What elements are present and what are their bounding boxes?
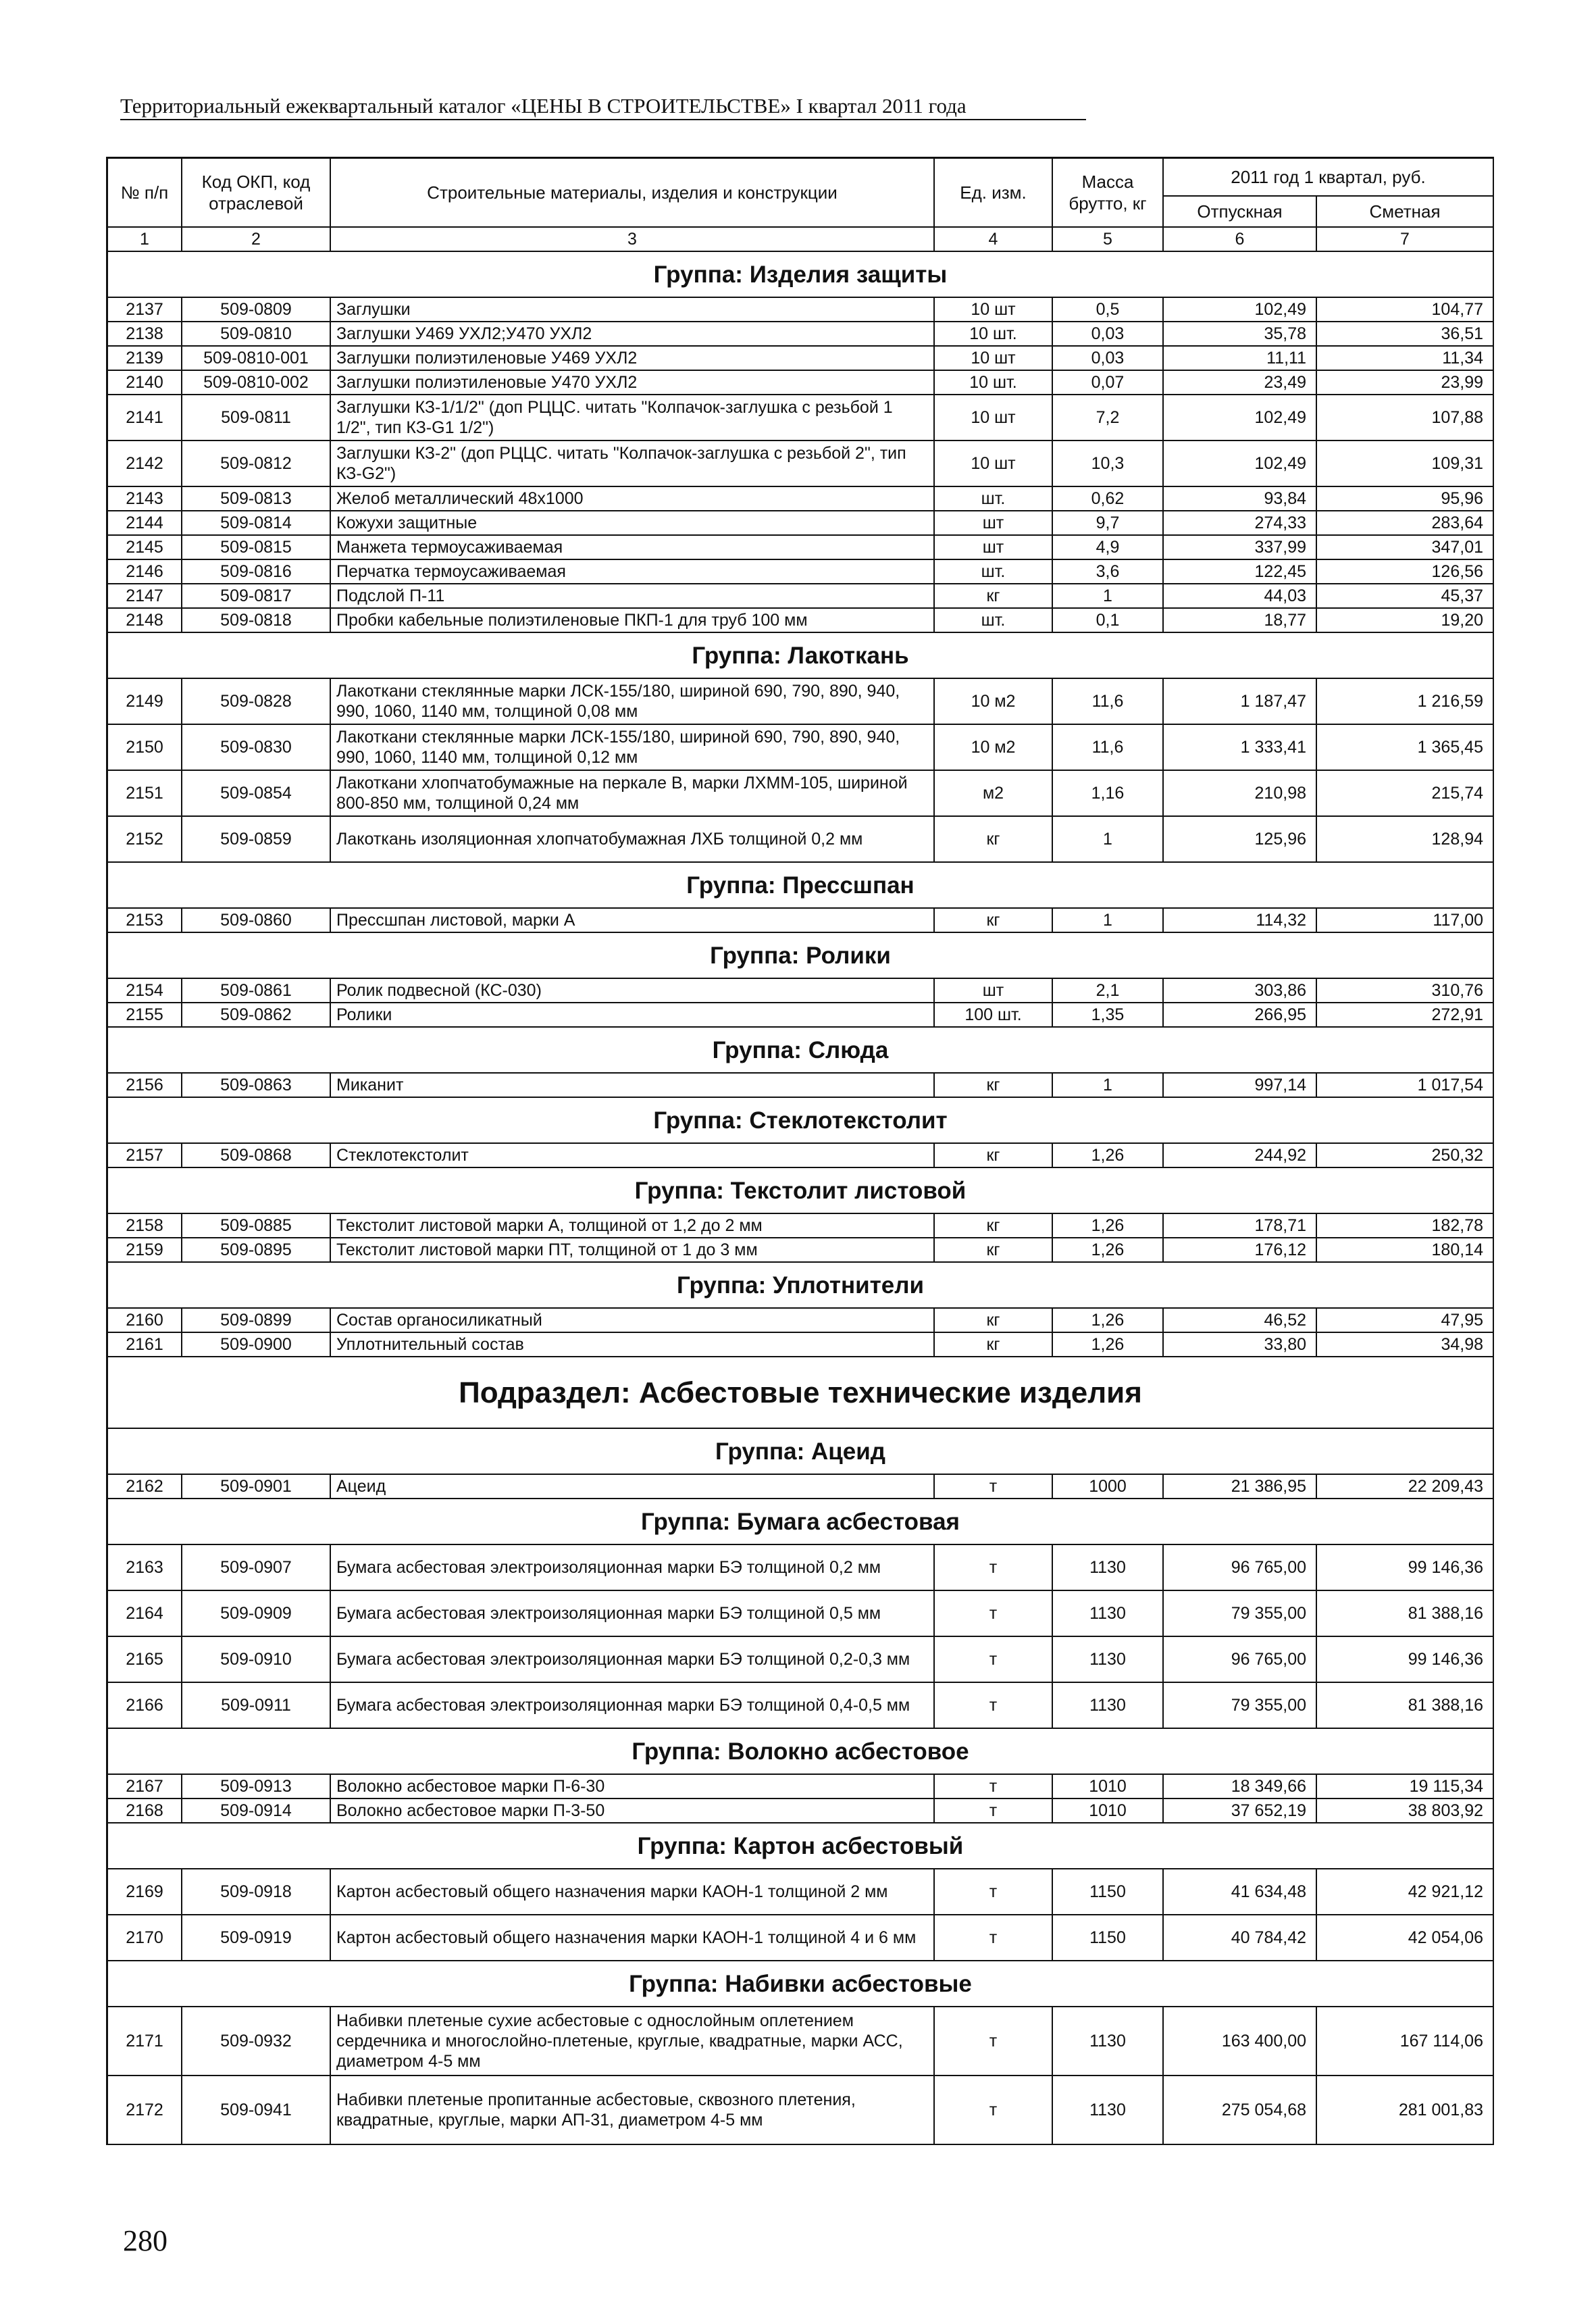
row-release-price: 244,92: [1164, 1144, 1317, 1168]
row-name: Волокно асбестовое марки П-3-50: [331, 1799, 935, 1823]
row-mass: 1130: [1053, 1683, 1164, 1729]
row-code: 509-0830: [182, 725, 331, 771]
row-unit: 10 шт.: [935, 371, 1053, 395]
col-header-unit: Ед. изм.: [935, 159, 1053, 228]
row-unit: кг: [935, 1144, 1053, 1168]
row-name: Лакоткани стеклянные марки ЛСК-155/180, шириной 690, 790, 890, 940, 990, 1060, 1140 мм, толщиной 0,08 мм: [331, 679, 935, 725]
row-release-price: 44,03: [1164, 584, 1317, 609]
row-name: Ролик подвесной (КС-030): [331, 979, 935, 1003]
row-mass: 1150: [1053, 1915, 1164, 1961]
row-unit: кг: [935, 1238, 1053, 1263]
row-name: Желоб металлический 48х1000: [331, 487, 935, 511]
row-mass: 1010: [1053, 1775, 1164, 1799]
row-name: Картон асбестовый общего назначения марки КАОН-1 толщиной 4 и 6 мм: [331, 1915, 935, 1961]
row-unit: кг: [935, 1214, 1053, 1238]
row-code: 509-0910: [182, 1637, 331, 1683]
row-estimate-price: 99 146,36: [1317, 1637, 1494, 1683]
row-estimate-price: 250,32: [1317, 1144, 1494, 1168]
row-mass: 0,1: [1053, 609, 1164, 633]
row-estimate-price: 347,01: [1317, 536, 1494, 560]
row-unit: т: [935, 1915, 1053, 1961]
row-number: 2140: [108, 371, 182, 395]
row-estimate-price: 1 216,59: [1317, 679, 1494, 725]
col-number: 3: [331, 228, 935, 252]
row-estimate-price: 180,14: [1317, 1238, 1494, 1263]
row-code: 509-0895: [182, 1238, 331, 1263]
group-title: Группа: Ацеид: [108, 1429, 1494, 1475]
row-mass: 1130: [1053, 1637, 1164, 1683]
row-code: 509-0828: [182, 679, 331, 725]
row-code: 509-0815: [182, 536, 331, 560]
group-title: Группа: Волокно асбестовое: [108, 1729, 1494, 1775]
row-estimate-price: 42 054,06: [1317, 1915, 1494, 1961]
row-code: 509-0861: [182, 979, 331, 1003]
row-code: 509-0913: [182, 1775, 331, 1799]
row-unit: кг: [935, 1309, 1053, 1333]
row-estimate-price: 272,91: [1317, 1003, 1494, 1028]
row-release-price: 275 054,68: [1164, 2076, 1317, 2145]
row-unit: т: [935, 1683, 1053, 1729]
row-number: 2143: [108, 487, 182, 511]
row-release-price: 178,71: [1164, 1214, 1317, 1238]
col-header-mass: Масса брутто, кг: [1053, 159, 1164, 228]
row-mass: 0,03: [1053, 322, 1164, 347]
row-code: 509-0868: [182, 1144, 331, 1168]
catalog-header: [120, 91, 1404, 122]
row-release-price: 79 355,00: [1164, 1591, 1317, 1637]
row-estimate-price: 45,37: [1317, 584, 1494, 609]
row-number: 2148: [108, 609, 182, 633]
row-code: 509-0860: [182, 909, 331, 933]
row-estimate-price: 128,94: [1317, 817, 1494, 863]
row-mass: 1,26: [1053, 1238, 1164, 1263]
col-number: 6: [1164, 228, 1317, 252]
row-release-price: 114,32: [1164, 909, 1317, 933]
row-mass: 1,26: [1053, 1144, 1164, 1168]
row-release-price: 96 765,00: [1164, 1637, 1317, 1683]
row-unit: 10 шт: [935, 347, 1053, 371]
row-number: 2168: [108, 1799, 182, 1823]
group-title: Группа: Картон асбестовый: [108, 1823, 1494, 1869]
col-header-name: Строительные материалы, изделия и конструкции: [331, 159, 935, 228]
row-unit: 10 шт: [935, 441, 1053, 487]
row-code: 509-0919: [182, 1915, 331, 1961]
row-release-price: 33,80: [1164, 1333, 1317, 1357]
row-unit: т: [935, 1545, 1053, 1591]
row-mass: 0,03: [1053, 347, 1164, 371]
row-estimate-price: 38 803,92: [1317, 1799, 1494, 1823]
row-number: 2160: [108, 1309, 182, 1333]
row-code: 509-0909: [182, 1591, 331, 1637]
row-name: Заглушки полиэтиленовые У469 УХЛ2: [331, 347, 935, 371]
row-name: Набивки плетеные пропитанные асбестовые, сквозного плетения, квадратные, круглые, марки АП-31, диаметром 4-5 мм: [331, 2076, 935, 2145]
row-release-price: 210,98: [1164, 771, 1317, 817]
row-unit: м2: [935, 771, 1053, 817]
row-code: 509-0810-002: [182, 371, 331, 395]
row-name: Бумага асбестовая электроизоляционная марки БЭ толщиной 0,4-0,5 мм: [331, 1683, 935, 1729]
row-number: 2163: [108, 1545, 182, 1591]
col-number: 7: [1317, 228, 1494, 252]
row-name: Ролики: [331, 1003, 935, 1028]
row-unit: т: [935, 1637, 1053, 1683]
row-mass: 3,6: [1053, 560, 1164, 584]
row-estimate-price: 1 365,45: [1317, 725, 1494, 771]
row-unit: 10 шт: [935, 298, 1053, 322]
row-number: 2155: [108, 1003, 182, 1028]
row-code: 509-0863: [182, 1074, 331, 1098]
row-number: 2169: [108, 1869, 182, 1915]
row-unit: т: [935, 1475, 1053, 1499]
col-number: 5: [1053, 228, 1164, 252]
row-unit: шт: [935, 979, 1053, 1003]
row-code: 509-0814: [182, 511, 331, 536]
row-number: 2157: [108, 1144, 182, 1168]
row-estimate-price: 36,51: [1317, 322, 1494, 347]
row-number: 2137: [108, 298, 182, 322]
row-name: Состав органосиликатный: [331, 1309, 935, 1333]
row-estimate-price: 19 115,34: [1317, 1775, 1494, 1799]
row-release-price: 102,49: [1164, 298, 1317, 322]
row-unit: 10 шт.: [935, 322, 1053, 347]
row-mass: 1,26: [1053, 1214, 1164, 1238]
row-name: Бумага асбестовая электроизоляционная марки БЭ толщиной 0,5 мм: [331, 1591, 935, 1637]
row-number: 2147: [108, 584, 182, 609]
row-estimate-price: 22 209,43: [1317, 1475, 1494, 1499]
row-mass: 0,07: [1053, 371, 1164, 395]
group-title: Группа: Стеклотекстолит: [108, 1098, 1494, 1144]
row-unit: 100 шт.: [935, 1003, 1053, 1028]
row-estimate-price: 99 146,36: [1317, 1545, 1494, 1591]
row-code: 509-0818: [182, 609, 331, 633]
row-release-price: 96 765,00: [1164, 1545, 1317, 1591]
row-release-price: 23,49: [1164, 371, 1317, 395]
row-number: 2151: [108, 771, 182, 817]
col-header-num: № п/п: [108, 159, 182, 228]
row-estimate-price: 104,77: [1317, 298, 1494, 322]
row-unit: т: [935, 1775, 1053, 1799]
col-header-price-group: 2011 год 1 квартал, руб.: [1164, 159, 1494, 197]
row-mass: 1000: [1053, 1475, 1164, 1499]
row-mass: 1,35: [1053, 1003, 1164, 1028]
row-code: 509-0911: [182, 1683, 331, 1729]
row-name: Подслой П-11: [331, 584, 935, 609]
row-name: Заглушки КЗ-1/1/2" (доп РЦЦС. читать "Колпачок-заглушка с резьбой 1 1/2", тип КЗ-G1 1/2"): [331, 395, 935, 441]
row-release-price: 1 333,41: [1164, 725, 1317, 771]
row-name: Кожухи защитные: [331, 511, 935, 536]
row-number: 2167: [108, 1775, 182, 1799]
row-mass: 7,2: [1053, 395, 1164, 441]
row-unit: шт.: [935, 609, 1053, 633]
row-mass: 1150: [1053, 1869, 1164, 1915]
row-unit: шт: [935, 511, 1053, 536]
row-estimate-price: 126,56: [1317, 560, 1494, 584]
row-mass: 11,6: [1053, 679, 1164, 725]
subsection-title: Подраздел: Асбестовые технические изделия: [108, 1357, 1494, 1429]
row-code: 509-0809: [182, 298, 331, 322]
row-release-price: 303,86: [1164, 979, 1317, 1003]
row-mass: 9,7: [1053, 511, 1164, 536]
row-mass: 1130: [1053, 2076, 1164, 2145]
row-release-price: 40 784,42: [1164, 1915, 1317, 1961]
row-release-price: 125,96: [1164, 817, 1317, 863]
row-estimate-price: 109,31: [1317, 441, 1494, 487]
row-unit: кг: [935, 584, 1053, 609]
row-release-price: 79 355,00: [1164, 1683, 1317, 1729]
row-estimate-price: 281 001,83: [1317, 2076, 1494, 2145]
row-estimate-price: 310,76: [1317, 979, 1494, 1003]
row-code: 509-0914: [182, 1799, 331, 1823]
price-table: [106, 157, 1494, 2145]
row-code: 509-0817: [182, 584, 331, 609]
row-unit: 10 м2: [935, 679, 1053, 725]
row-release-price: 93,84: [1164, 487, 1317, 511]
row-mass: 1: [1053, 584, 1164, 609]
row-estimate-price: 1 017,54: [1317, 1074, 1494, 1098]
row-number: 2144: [108, 511, 182, 536]
row-release-price: 102,49: [1164, 441, 1317, 487]
row-release-price: 37 652,19: [1164, 1799, 1317, 1823]
row-name: Лакоткани стеклянные марки ЛСК-155/180, шириной 690, 790, 890, 940, 990, 1060, 1140 мм, толщиной 0,12 мм: [331, 725, 935, 771]
row-estimate-price: 95,96: [1317, 487, 1494, 511]
row-mass: 1010: [1053, 1799, 1164, 1823]
row-name: Лакоткани хлопчатобумажные на перкале В, марки ЛХММ-105, шириной 800-850 мм, толщиной 0,24 мм: [331, 771, 935, 817]
row-name: Манжета термоусаживаемая: [331, 536, 935, 560]
row-name: Пробки кабельные полиэтиленовые ПКП-1 для труб 100 мм: [331, 609, 935, 633]
row-estimate-price: 47,95: [1317, 1309, 1494, 1333]
row-release-price: 163 400,00: [1164, 2007, 1317, 2076]
row-code: 509-0811: [182, 395, 331, 441]
row-name: Набивки плетеные сухие асбестовые с однослойным оплетением сердечника и многослойно-плетеные, круглые, квадратные, марки АСС, диаметром 4-5 мм: [331, 2007, 935, 2076]
row-release-price: 176,12: [1164, 1238, 1317, 1263]
group-title: Группа: Набивки асбестовые: [108, 1961, 1494, 2007]
row-name: Бумага асбестовая электроизоляционная марки БЭ толщиной 0,2-0,3 мм: [331, 1637, 935, 1683]
row-number: 2159: [108, 1238, 182, 1263]
row-number: 2146: [108, 560, 182, 584]
row-mass: 0,5: [1053, 298, 1164, 322]
row-code: 509-0816: [182, 560, 331, 584]
row-code: 509-0810-001: [182, 347, 331, 371]
catalog-title: Территориальный ежеквартальный каталог «ЦЕНЫ В СТРОИТЕЛЬСТВЕ» I квартал 2011 года: [120, 94, 967, 118]
row-mass: 0,62: [1053, 487, 1164, 511]
row-unit: кг: [935, 909, 1053, 933]
row-code: 509-0810: [182, 322, 331, 347]
group-title: Группа: Прессшпан: [108, 863, 1494, 909]
col-number: 2: [182, 228, 331, 252]
row-release-price: 122,45: [1164, 560, 1317, 584]
row-code: 509-0901: [182, 1475, 331, 1499]
row-estimate-price: 117,00: [1317, 909, 1494, 933]
row-unit: 10 м2: [935, 725, 1053, 771]
col-header-code: Код ОКП, код отраслевой: [182, 159, 331, 228]
row-number: 2142: [108, 441, 182, 487]
row-mass: 1: [1053, 817, 1164, 863]
header-underline: [120, 119, 1086, 120]
row-name: Перчатка термоусаживаемая: [331, 560, 935, 584]
row-name: Уплотнительный состав: [331, 1333, 935, 1357]
row-unit: т: [935, 2076, 1053, 2145]
group-title: Группа: Изделия защиты: [108, 252, 1494, 298]
row-code: 509-0899: [182, 1309, 331, 1333]
row-mass: 1,26: [1053, 1333, 1164, 1357]
group-title: Группа: Текстолит листовой: [108, 1168, 1494, 1214]
row-estimate-price: 23,99: [1317, 371, 1494, 395]
row-estimate-price: 81 388,16: [1317, 1591, 1494, 1637]
row-unit: кг: [935, 1333, 1053, 1357]
row-code: 509-0907: [182, 1545, 331, 1591]
row-number: 2161: [108, 1333, 182, 1357]
row-name: Волокно асбестовое марки П-6-30: [331, 1775, 935, 1799]
row-code: 509-0900: [182, 1333, 331, 1357]
row-number: 2171: [108, 2007, 182, 2076]
row-name: Ацеид: [331, 1475, 935, 1499]
row-name: Прессшпан листовой, марки А: [331, 909, 935, 933]
col-header-estimate: Сметная: [1317, 197, 1494, 228]
page-number: 280: [123, 2224, 168, 2257]
row-number: 2170: [108, 1915, 182, 1961]
row-release-price: 274,33: [1164, 511, 1317, 536]
row-number: 2154: [108, 979, 182, 1003]
row-unit: 10 шт: [935, 395, 1053, 441]
row-mass: 11,6: [1053, 725, 1164, 771]
row-code: 509-0932: [182, 2007, 331, 2076]
col-number: 1: [108, 228, 182, 252]
row-number: 2138: [108, 322, 182, 347]
row-mass: 2,1: [1053, 979, 1164, 1003]
row-estimate-price: 283,64: [1317, 511, 1494, 536]
group-title: Группа: Лакоткань: [108, 633, 1494, 679]
row-estimate-price: 11,34: [1317, 347, 1494, 371]
row-name: Заглушки КЗ-2" (доп РЦЦС. читать "Колпачок-заглушка с резьбой 2", тип КЗ-G2"): [331, 441, 935, 487]
row-number: 2153: [108, 909, 182, 933]
row-name: Картон асбестовый общего назначения марки КАОН-1 толщиной 2 мм: [331, 1869, 935, 1915]
row-unit: т: [935, 1591, 1053, 1637]
row-release-price: 11,11: [1164, 347, 1317, 371]
row-name: Бумага асбестовая электроизоляционная марки БЭ толщиной 0,2 мм: [331, 1545, 935, 1591]
row-estimate-price: 42 921,12: [1317, 1869, 1494, 1915]
row-release-price: 35,78: [1164, 322, 1317, 347]
row-mass: 4,9: [1053, 536, 1164, 560]
row-number: 2164: [108, 1591, 182, 1637]
row-code: 509-0854: [182, 771, 331, 817]
row-code: 509-0885: [182, 1214, 331, 1238]
row-release-price: 41 634,48: [1164, 1869, 1317, 1915]
row-mass: 1,16: [1053, 771, 1164, 817]
row-unit: т: [935, 2007, 1053, 2076]
row-mass: 10,3: [1053, 441, 1164, 487]
row-release-price: 337,99: [1164, 536, 1317, 560]
row-unit: т: [935, 1799, 1053, 1823]
row-name: Заглушки У469 УХЛ2;У470 УХЛ2: [331, 322, 935, 347]
row-code: 509-0859: [182, 817, 331, 863]
group-title: Группа: Слюда: [108, 1028, 1494, 1074]
row-release-price: 18 349,66: [1164, 1775, 1317, 1799]
group-title: Группа: Уплотнители: [108, 1263, 1494, 1309]
row-estimate-price: 19,20: [1317, 609, 1494, 633]
row-estimate-price: 215,74: [1317, 771, 1494, 817]
row-unit: шт.: [935, 560, 1053, 584]
row-release-price: 21 386,95: [1164, 1475, 1317, 1499]
row-number: 2139: [108, 347, 182, 371]
row-estimate-price: 182,78: [1317, 1214, 1494, 1238]
row-mass: 1130: [1053, 1545, 1164, 1591]
row-number: 2165: [108, 1637, 182, 1683]
row-release-price: 102,49: [1164, 395, 1317, 441]
row-number: 2145: [108, 536, 182, 560]
row-number: 2162: [108, 1475, 182, 1499]
row-unit: кг: [935, 1074, 1053, 1098]
row-number: 2158: [108, 1214, 182, 1238]
row-name: Стеклотекстолит: [331, 1144, 935, 1168]
row-unit: кг: [935, 817, 1053, 863]
row-number: 2172: [108, 2076, 182, 2145]
row-estimate-price: 34,98: [1317, 1333, 1494, 1357]
row-release-price: 1 187,47: [1164, 679, 1317, 725]
row-estimate-price: 107,88: [1317, 395, 1494, 441]
row-release-price: 266,95: [1164, 1003, 1317, 1028]
row-mass: 1: [1053, 1074, 1164, 1098]
row-code: 509-0813: [182, 487, 331, 511]
group-title: Группа: Бумага асбестовая: [108, 1499, 1494, 1545]
row-estimate-price: 167 114,06: [1317, 2007, 1494, 2076]
row-name: Текстолит листовой марки ПТ, толщиной от 1 до 3 мм: [331, 1238, 935, 1263]
row-number: 2166: [108, 1683, 182, 1729]
row-number: 2156: [108, 1074, 182, 1098]
row-number: 2141: [108, 395, 182, 441]
row-mass: 1130: [1053, 2007, 1164, 2076]
row-code: 509-0812: [182, 441, 331, 487]
row-mass: 1: [1053, 909, 1164, 933]
row-number: 2150: [108, 725, 182, 771]
row-name: Миканит: [331, 1074, 935, 1098]
row-name: Лакоткань изоляционная хлопчатобумажная ЛХБ толщиной 0,2 мм: [331, 817, 935, 863]
row-unit: шт: [935, 536, 1053, 560]
row-code: 509-0918: [182, 1869, 331, 1915]
group-title: Группа: Ролики: [108, 933, 1494, 979]
row-mass: 1130: [1053, 1591, 1164, 1637]
col-number: 4: [935, 228, 1053, 252]
row-estimate-price: 81 388,16: [1317, 1683, 1494, 1729]
row-number: 2149: [108, 679, 182, 725]
row-code: 509-0862: [182, 1003, 331, 1028]
row-release-price: 997,14: [1164, 1074, 1317, 1098]
row-unit: т: [935, 1869, 1053, 1915]
row-release-price: 46,52: [1164, 1309, 1317, 1333]
row-release-price: 18,77: [1164, 609, 1317, 633]
row-number: 2152: [108, 817, 182, 863]
row-code: 509-0941: [182, 2076, 331, 2145]
row-name: Заглушки: [331, 298, 935, 322]
col-header-release: Отпускная: [1164, 197, 1317, 228]
row-unit: шт.: [935, 487, 1053, 511]
row-name: Заглушки полиэтиленовые У470 УХЛ2: [331, 371, 935, 395]
row-mass: 1,26: [1053, 1309, 1164, 1333]
row-name: Текстолит листовой марки А, толщиной от 1,2 до 2 мм: [331, 1214, 935, 1238]
